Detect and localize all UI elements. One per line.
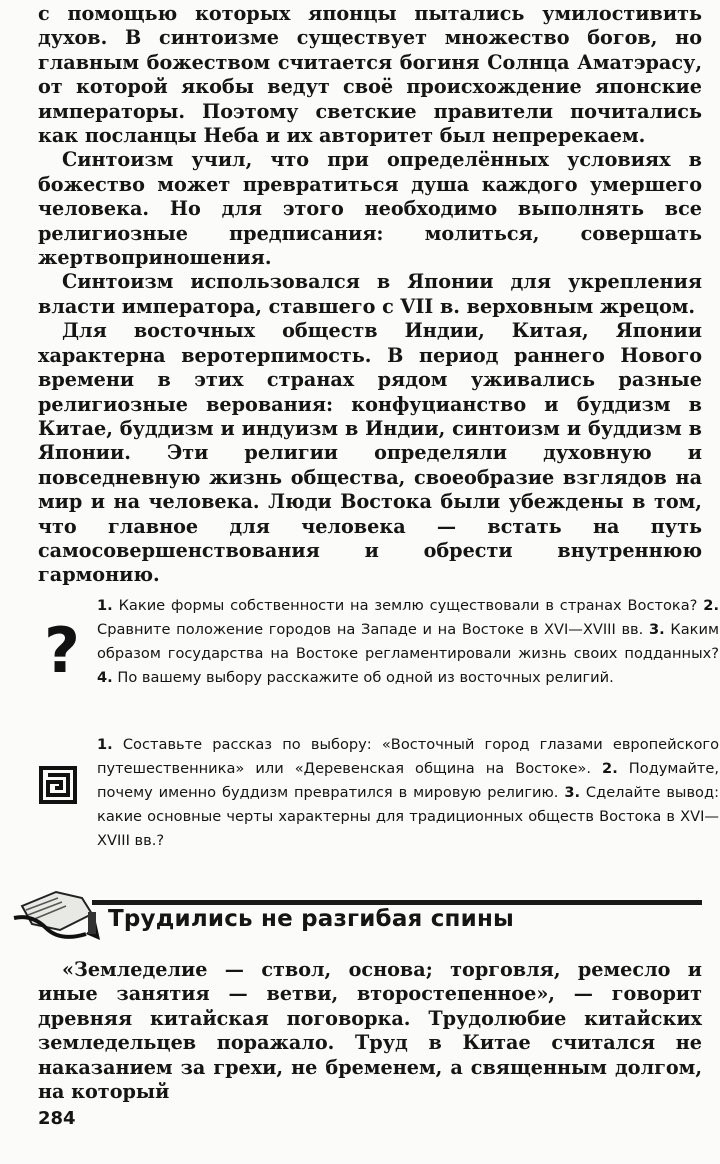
review-questions [97, 594, 719, 690]
paragraph: «Земледелие — ствол, основа; торговля, ремесло и иные занятия — ветви, второстепенное», — говорит древняя китайская поговорка. Трудолюбие китайских земледельцев поражало. Труд в Китае считался не наказанием за грехи, не бременем, а священным долгом, на который [38, 958, 702, 1104]
task-number: 2. [602, 760, 618, 777]
question-number: 4. [97, 669, 113, 686]
question-number: 1. [97, 597, 113, 614]
section-divider [92, 900, 702, 905]
task-text: Сделайте вывод: какие основные черты характерны для традиционных обществ Востока в XVI—XVIII вв.? [97, 784, 719, 849]
section-title: Трудились не разгибая спины [108, 906, 515, 932]
paragraph: Для восточных обществ Индии, Китая, Японии характерна веротерпимость. В период раннего Нового времени в этих странах рядом уживались разные религиозные верования: конфуцианство и буддизм в Китае, буддизм и индуизм в Индии, синтоизм и буддизм в Японии. Эти религии определяли духовную и повседневную жизнь общества, своеобразие взглядов на мир и на человека. Люди Востока были убеждены в том, что главное для человека — встать на путь самосовершенствования и обрести внутреннюю гармонию. [38, 319, 702, 587]
spiral-task-icon [39, 766, 77, 804]
paragraph: с помощью которых японцы пытались умилостивить духов. В синтоизме существует множество богов, но главным божеством считается богиня Солнца Аматэрасу, от которой якобы ведут своё происхождение японские императоры. Поэтому светские правители почитались как посланцы Неба и их авторитет был непререкаем. [38, 2, 702, 148]
question-text: Сравните положение городов на Западе и на Востоке в XVI—XVIII вв. [97, 621, 649, 638]
question-mark-icon [38, 620, 86, 680]
task-number: 1. [97, 736, 113, 753]
question-text: По вашему выбору расскажите об одной из восточных религий. [112, 669, 614, 686]
task-number: 3. [564, 784, 581, 801]
question-text: Какие формы собственности на землю существовали в странах Востока? [112, 597, 704, 614]
main-text [38, 2, 702, 588]
question-number: 3. [648, 621, 665, 638]
book-illustration-icon [12, 884, 106, 944]
task-text: Подумайте, почему именно буддизм превратился в мировую религию. [97, 760, 719, 801]
question-text: Каким образом государства на Востоке регламентировали жизнь своих подданных? [97, 621, 719, 662]
task-text: Составьте рассказ по выбору: «Восточный город глазами европейского путешественника» или «Деревенская община на Востоке». [97, 736, 719, 777]
paragraph: Синтоизм использовался в Японии для укрепления власти императора, ставшего с VII в. верховным жрецом. [38, 270, 702, 318]
svg-text:?: ? [44, 620, 80, 680]
section-text [38, 958, 702, 1104]
page-number: 284 [38, 1108, 76, 1129]
tasks [97, 733, 719, 853]
question-number: 2. [703, 597, 719, 614]
paragraph: Синтоизм учил, что при определённых условиях в божество может превратиться душа каждого умершего человека. Но для этого необходимо выполнять все религиозные предписания: молиться, совершать жертвоприношения. [38, 148, 702, 270]
